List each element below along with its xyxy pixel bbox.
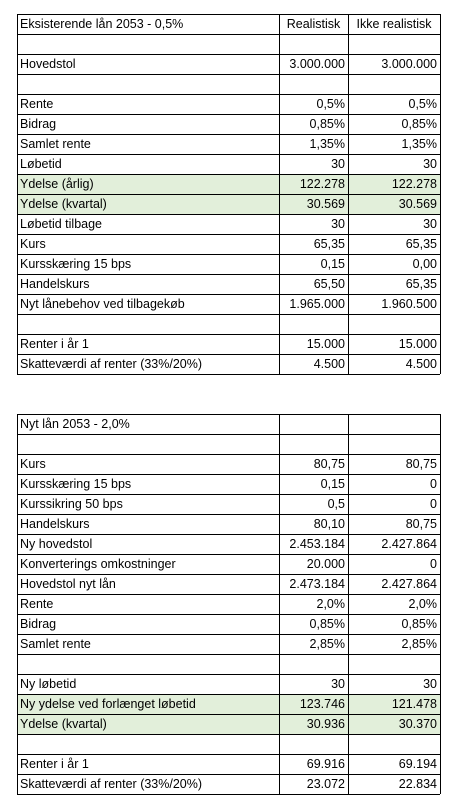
ikke-realistisk-value[interactable]: 0 bbox=[430, 557, 437, 571]
row-label[interactable]: Samlet rente bbox=[20, 637, 91, 651]
row-label[interactable]: Konverterings omkostninger bbox=[20, 557, 176, 571]
ikke-realistisk-value[interactable]: 122.278 bbox=[348, 174, 440, 194]
row-label[interactable]: Ydelse (kvartal) bbox=[17, 194, 279, 214]
ikke-realistisk-value[interactable]: 80,75 bbox=[405, 517, 437, 531]
realistisk-value[interactable]: 30 bbox=[331, 157, 345, 171]
row-label[interactable]: Skatteværdi af renter (33%/20%) bbox=[20, 357, 203, 371]
ikke-realistisk-value[interactable]: 4.500 bbox=[405, 357, 437, 371]
realistisk-value[interactable]: 2.453.184 bbox=[289, 537, 345, 551]
ikke-realistisk-value[interactable]: 30.569 bbox=[348, 194, 440, 214]
realistisk-value[interactable]: 80,10 bbox=[313, 517, 345, 531]
realistisk-value[interactable]: 3.000.000 bbox=[289, 57, 345, 71]
realistisk-value[interactable]: 2.473.184 bbox=[289, 577, 345, 591]
realistisk-value[interactable]: 65,35 bbox=[313, 237, 345, 251]
realistisk-value[interactable]: 0,15 bbox=[320, 477, 345, 491]
realistisk-value[interactable]: 123.746 bbox=[279, 694, 348, 714]
ikke-realistisk-value[interactable]: 30 bbox=[423, 157, 437, 171]
ikke-realistisk-value[interactable]: 30 bbox=[423, 677, 437, 691]
ikke-realistisk-value[interactable]: 69.194 bbox=[398, 757, 437, 771]
ikke-realistisk-value[interactable]: 65,35 bbox=[405, 277, 437, 291]
row-label[interactable]: Kurssikring 50 bps bbox=[20, 497, 123, 511]
ikke-realistisk-value[interactable]: 0 bbox=[430, 477, 437, 491]
ikke-realistisk-value[interactable]: 0,5% bbox=[408, 97, 437, 111]
ikke-realistisk-value[interactable]: 30 bbox=[423, 217, 437, 231]
ikke-realistisk-value[interactable]: 2.427.864 bbox=[381, 577, 437, 591]
row-label[interactable]: Ydelse (årlig) bbox=[17, 174, 279, 194]
row-label[interactable]: Samlet rente bbox=[20, 137, 91, 151]
realistisk-value[interactable]: 0,5% bbox=[316, 97, 345, 111]
ikke-realistisk-value[interactable]: 15.000 bbox=[398, 337, 437, 351]
ikke-realistisk-value[interactable]: 0,00 bbox=[412, 257, 437, 271]
realistisk-value[interactable]: 30 bbox=[331, 217, 345, 231]
realistisk-value[interactable]: 4.500 bbox=[313, 357, 345, 371]
row-label[interactable]: Nyt lånebehov ved tilbagekøb bbox=[20, 297, 185, 311]
row-label[interactable]: Skatteværdi af renter (33%/20%) bbox=[20, 777, 203, 791]
ikke-realistisk-value[interactable]: 22.834 bbox=[398, 777, 437, 791]
row-label[interactable]: Bidrag bbox=[20, 117, 57, 131]
ikke-realistisk-value[interactable]: 3.000.000 bbox=[381, 57, 437, 71]
row-label[interactable]: Handelskurs bbox=[20, 517, 90, 531]
section2-title[interactable]: Nyt lån 2053 - 2,0% bbox=[20, 417, 130, 431]
ikke-realistisk-value[interactable]: 80,75 bbox=[405, 457, 437, 471]
ikke-realistisk-value[interactable]: 1,35% bbox=[401, 137, 437, 151]
ikke-realistisk-value[interactable]: 121.478 bbox=[348, 694, 440, 714]
ikke-realistisk-value[interactable]: 2,0% bbox=[408, 597, 437, 611]
row-label[interactable]: Løbetid bbox=[20, 157, 62, 171]
row-label[interactable]: Hovedstol nyt lån bbox=[20, 577, 116, 591]
row-label[interactable]: Rente bbox=[20, 597, 54, 611]
row-label[interactable]: Ny hovedstol bbox=[20, 537, 93, 551]
row-label[interactable]: Kursskæring 15 bps bbox=[20, 257, 132, 271]
row-label[interactable]: Renter i år 1 bbox=[20, 757, 89, 771]
ikke-realistisk-value[interactable]: 30.370 bbox=[348, 714, 440, 734]
row-label[interactable]: Ny ydelse ved forlænget løbetid bbox=[17, 694, 279, 714]
column-header-realistisk[interactable]: Realistisk bbox=[286, 17, 341, 31]
realistisk-value[interactable]: 30.569 bbox=[279, 194, 348, 214]
realistisk-value[interactable]: 1,35% bbox=[309, 137, 345, 151]
row-label[interactable]: Renter i år 1 bbox=[20, 337, 89, 351]
realistisk-value[interactable]: 1.965.000 bbox=[289, 297, 345, 311]
realistisk-value[interactable]: 2,0% bbox=[316, 597, 345, 611]
row-label[interactable]: Kurs bbox=[20, 457, 46, 471]
row-label[interactable]: Handelskurs bbox=[20, 277, 90, 291]
realistisk-value[interactable]: 0,85% bbox=[309, 117, 345, 131]
realistisk-value[interactable]: 69.916 bbox=[306, 757, 345, 771]
ikke-realistisk-value[interactable]: 65,35 bbox=[405, 237, 437, 251]
row-label[interactable]: Løbetid tilbage bbox=[20, 217, 103, 231]
realistisk-value[interactable]: 30.936 bbox=[279, 714, 348, 734]
column-header-ikke-realistisk[interactable]: Ikke realistisk bbox=[356, 17, 432, 31]
ikke-realistisk-value[interactable]: 0,85% bbox=[401, 117, 437, 131]
ikke-realistisk-value[interactable]: 2.427.864 bbox=[381, 537, 437, 551]
realistisk-value[interactable]: 80,75 bbox=[313, 457, 345, 471]
row-label[interactable]: Ydelse (kvartal) bbox=[17, 714, 279, 734]
realistisk-value[interactable]: 122.278 bbox=[279, 174, 348, 194]
realistisk-value[interactable]: 23.072 bbox=[306, 777, 345, 791]
realistisk-value[interactable]: 0,5 bbox=[327, 497, 345, 511]
realistisk-value[interactable]: 0,15 bbox=[320, 257, 345, 271]
realistisk-value[interactable]: 30 bbox=[331, 677, 345, 691]
realistisk-value[interactable]: 2,85% bbox=[309, 637, 345, 651]
ikke-realistisk-value[interactable]: 2,85% bbox=[401, 637, 437, 651]
realistisk-value[interactable]: 0,85% bbox=[309, 617, 345, 631]
realistisk-value[interactable]: 15.000 bbox=[306, 337, 345, 351]
section1-title[interactable]: Eksisterende lån 2053 - 0,5% bbox=[20, 17, 184, 31]
realistisk-value[interactable]: 65,50 bbox=[313, 277, 345, 291]
row-label[interactable]: Kursskæring 15 bps bbox=[20, 477, 132, 491]
row-label[interactable]: Bidrag bbox=[20, 617, 57, 631]
ikke-realistisk-value[interactable]: 0 bbox=[430, 497, 437, 511]
row-label[interactable]: Rente bbox=[20, 97, 54, 111]
ikke-realistisk-value[interactable]: 1.960.500 bbox=[381, 297, 437, 311]
row-label[interactable]: Kurs bbox=[20, 237, 46, 251]
realistisk-value[interactable]: 20.000 bbox=[306, 557, 345, 571]
row-label[interactable]: Ny løbetid bbox=[20, 677, 77, 691]
row-label[interactable]: Hovedstol bbox=[20, 57, 76, 71]
ikke-realistisk-value[interactable]: 0,85% bbox=[401, 617, 437, 631]
